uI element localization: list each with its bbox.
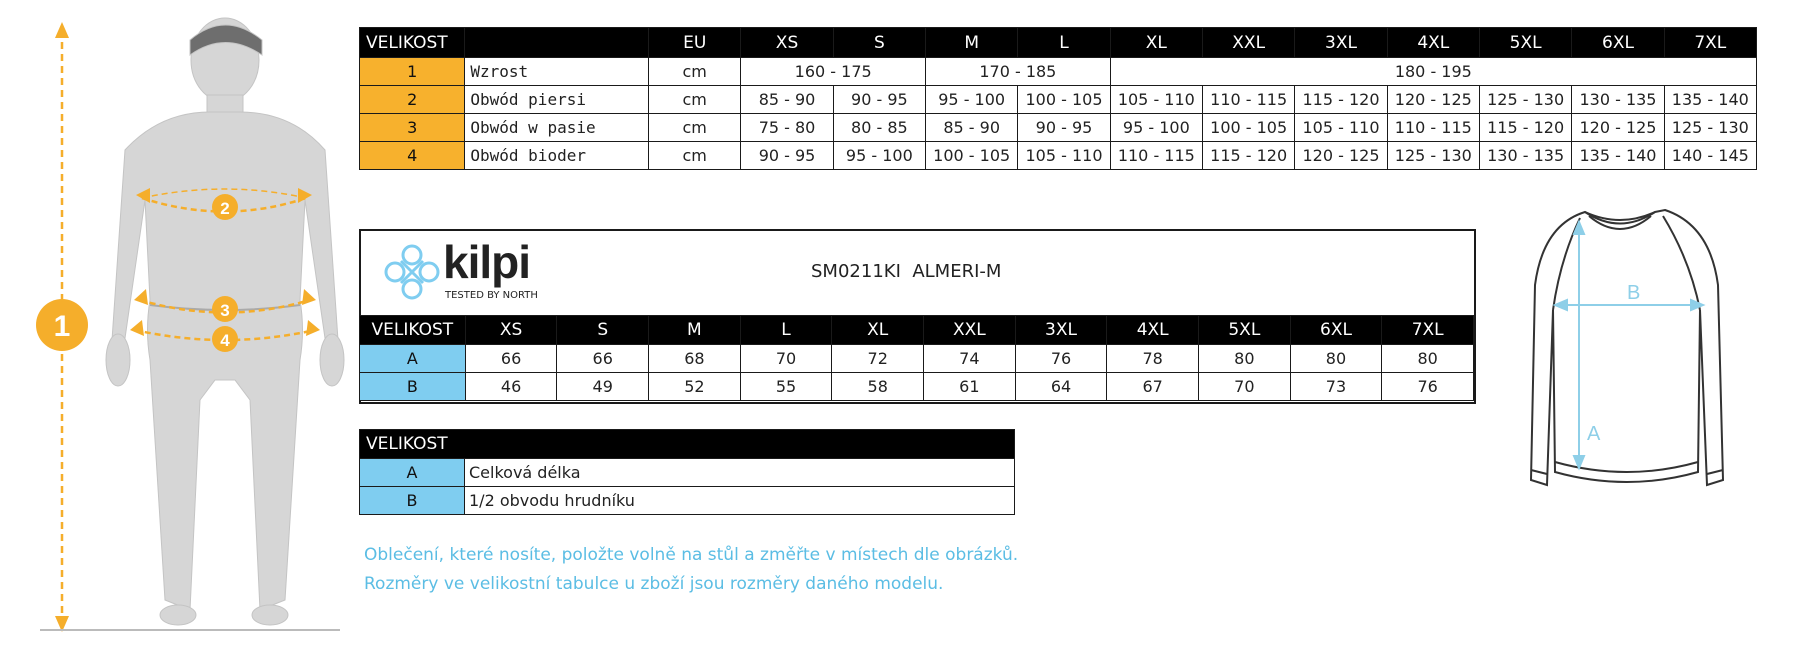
row-number: 4 [360, 142, 465, 170]
value-cell: 66 [557, 345, 649, 373]
header-cell: 6XL [1290, 316, 1382, 345]
value-cell: 105 - 110 [1018, 142, 1110, 170]
header-cell: XS [465, 316, 557, 345]
header-cell: 7XL [1664, 28, 1756, 58]
product-banner [361, 231, 1474, 317]
table-row [360, 345, 1474, 373]
kilpi-logo-icon [381, 241, 443, 303]
legend-text: 1/2 obvodu hrudníku [465, 487, 1015, 515]
unit-cell: cm [649, 86, 741, 114]
header-cell [465, 28, 649, 58]
value-cell: 73 [1290, 373, 1382, 401]
header-cell: S [833, 28, 925, 58]
value-cell: 140 - 145 [1664, 142, 1756, 170]
value-cell: 115 - 120 [1203, 142, 1295, 170]
shirt-label-a: A [1587, 423, 1601, 445]
header-cell: 5XL [1199, 316, 1291, 345]
value-cell: 130 - 135 [1479, 142, 1571, 170]
header-cell: VELIKOST [360, 28, 465, 58]
value-cell: 76 [1382, 373, 1474, 401]
unit-cell: cm [649, 142, 741, 170]
table-header-row [360, 316, 1474, 345]
value-cell: 64 [1015, 373, 1107, 401]
value-cell: 95 - 100 [833, 142, 925, 170]
header-cell: 3XL [1295, 28, 1387, 58]
value-cell: 110 - 115 [1387, 114, 1479, 142]
table-row [360, 373, 1474, 401]
header-cell: 5XL [1479, 28, 1571, 58]
header-cell: L [1018, 28, 1110, 58]
value-cell: 115 - 120 [1479, 114, 1571, 142]
legend-text: Celková délka [465, 459, 1015, 487]
value-cell: 100 - 105 [926, 142, 1018, 170]
row-label: B [360, 487, 465, 515]
badge-3: 3 [220, 301, 230, 320]
value-cell: 105 - 110 [1110, 86, 1202, 114]
value-cell: 80 - 85 [833, 114, 925, 142]
value-cell: 67 [1107, 373, 1199, 401]
header-cell: VELIKOST [360, 316, 466, 345]
value-cell: 58 [832, 373, 924, 401]
value-cell: 125 - 130 [1387, 142, 1479, 170]
value-cell: 75 - 80 [741, 114, 833, 142]
value-cell: 110 - 115 [1110, 142, 1202, 170]
value-cell: 130 - 135 [1572, 86, 1664, 114]
header-cell: 6XL [1572, 28, 1664, 58]
row-label: Obwód piersi [465, 86, 649, 114]
header-cell: XS [741, 28, 833, 58]
row-label: Obwód w pasie [465, 114, 649, 142]
value-cell: 90 - 95 [741, 142, 833, 170]
header-cell: L [740, 316, 832, 345]
header-cell: XXL [1203, 28, 1295, 58]
value-cell: 110 - 115 [1203, 86, 1295, 114]
value-cell: 170 - 185 [926, 58, 1111, 86]
row-number: 1 [360, 58, 465, 86]
note-line-1: Oblečení, které nosíte, položte volně na stůl a změřte v místech dle obrázků. [364, 545, 1019, 565]
row-number: 2 [360, 86, 465, 114]
table-row [360, 487, 1015, 515]
value-cell: 76 [1015, 345, 1107, 373]
value-cell: 135 - 140 [1664, 86, 1756, 114]
row-number: 3 [360, 114, 465, 142]
row-label: A [360, 345, 466, 373]
body-measurement-figure [0, 0, 360, 656]
product-code: SM0211KI ALMERI-M [811, 261, 1002, 282]
table-row [360, 459, 1015, 487]
row-label: Wzrost [465, 58, 649, 86]
value-cell: 80 [1382, 345, 1474, 373]
value-cell: 180 - 195 [1110, 58, 1756, 86]
value-cell: 80 [1290, 345, 1382, 373]
brand-name: kilpi [443, 236, 531, 288]
value-cell: 90 - 95 [833, 86, 925, 114]
value-cell: 55 [740, 373, 832, 401]
header-cell: XXL [924, 316, 1016, 345]
product-measure-table [359, 315, 1474, 401]
badge-1: 1 [53, 310, 71, 343]
value-cell: 85 - 90 [926, 114, 1018, 142]
value-cell: 120 - 125 [1295, 142, 1387, 170]
header-cell: 3XL [1015, 316, 1107, 345]
product-size-table [359, 229, 1476, 404]
value-cell: 72 [832, 345, 924, 373]
note-line-2: Rozměry ve velikostní tabulce u zboží jsou rozměry daného modelu. [364, 574, 944, 594]
value-cell: 46 [465, 373, 557, 401]
unit-cell: cm [649, 58, 741, 86]
shirt-label-b: B [1627, 282, 1641, 304]
badge-2: 2 [220, 199, 230, 218]
shirt-diagram [1515, 200, 1740, 500]
value-cell: 95 - 100 [1110, 114, 1202, 142]
value-cell: 100 - 105 [1018, 86, 1110, 114]
value-cell: 70 [740, 345, 832, 373]
value-cell: 49 [557, 373, 649, 401]
value-cell: 61 [924, 373, 1016, 401]
value-cell: 135 - 140 [1572, 142, 1664, 170]
value-cell: 52 [649, 373, 741, 401]
header-cell: XL [1110, 28, 1202, 58]
badge-4: 4 [220, 331, 230, 350]
table-row [360, 86, 1757, 114]
value-cell: 160 - 175 [741, 58, 926, 86]
header-cell: M [649, 316, 741, 345]
header-cell: EU [649, 28, 741, 58]
header-cell: XL [832, 316, 924, 345]
header-cell: 4XL [1107, 316, 1199, 345]
value-cell: 120 - 125 [1387, 86, 1479, 114]
value-cell: 80 [1199, 345, 1291, 373]
brand-tagline: TESTED BY NORTH [445, 290, 538, 301]
row-label: Obwód bioder [465, 142, 649, 170]
value-cell: 125 - 130 [1664, 114, 1756, 142]
header-cell: M [926, 28, 1018, 58]
value-cell: 115 - 120 [1295, 86, 1387, 114]
value-cell: 78 [1107, 345, 1199, 373]
value-cell: 70 [1199, 373, 1291, 401]
header-cell: S [557, 316, 649, 345]
value-cell: 105 - 110 [1295, 114, 1387, 142]
value-cell: 85 - 90 [741, 86, 833, 114]
row-label: A [360, 459, 465, 487]
table-header-row [360, 28, 1757, 58]
row-label: B [360, 373, 466, 401]
value-cell: 66 [465, 345, 557, 373]
value-cell: 95 - 100 [926, 86, 1018, 114]
value-cell: 68 [649, 345, 741, 373]
value-cell: 120 - 125 [1572, 114, 1664, 142]
value-cell: 125 - 130 [1479, 86, 1571, 114]
measurement-legend-table [359, 429, 1015, 515]
value-cell: 74 [924, 345, 1016, 373]
header-cell: 7XL [1382, 316, 1474, 345]
value-cell: 90 - 95 [1018, 114, 1110, 142]
unit-cell: cm [649, 114, 741, 142]
body-size-table [359, 27, 1757, 170]
table-row [360, 142, 1757, 170]
header-cell: VELIKOST [360, 430, 1015, 459]
header-cell: 4XL [1387, 28, 1479, 58]
table-row [360, 114, 1757, 142]
value-cell: 100 - 105 [1203, 114, 1295, 142]
table-row [360, 58, 1757, 86]
table-header-row [360, 430, 1015, 459]
